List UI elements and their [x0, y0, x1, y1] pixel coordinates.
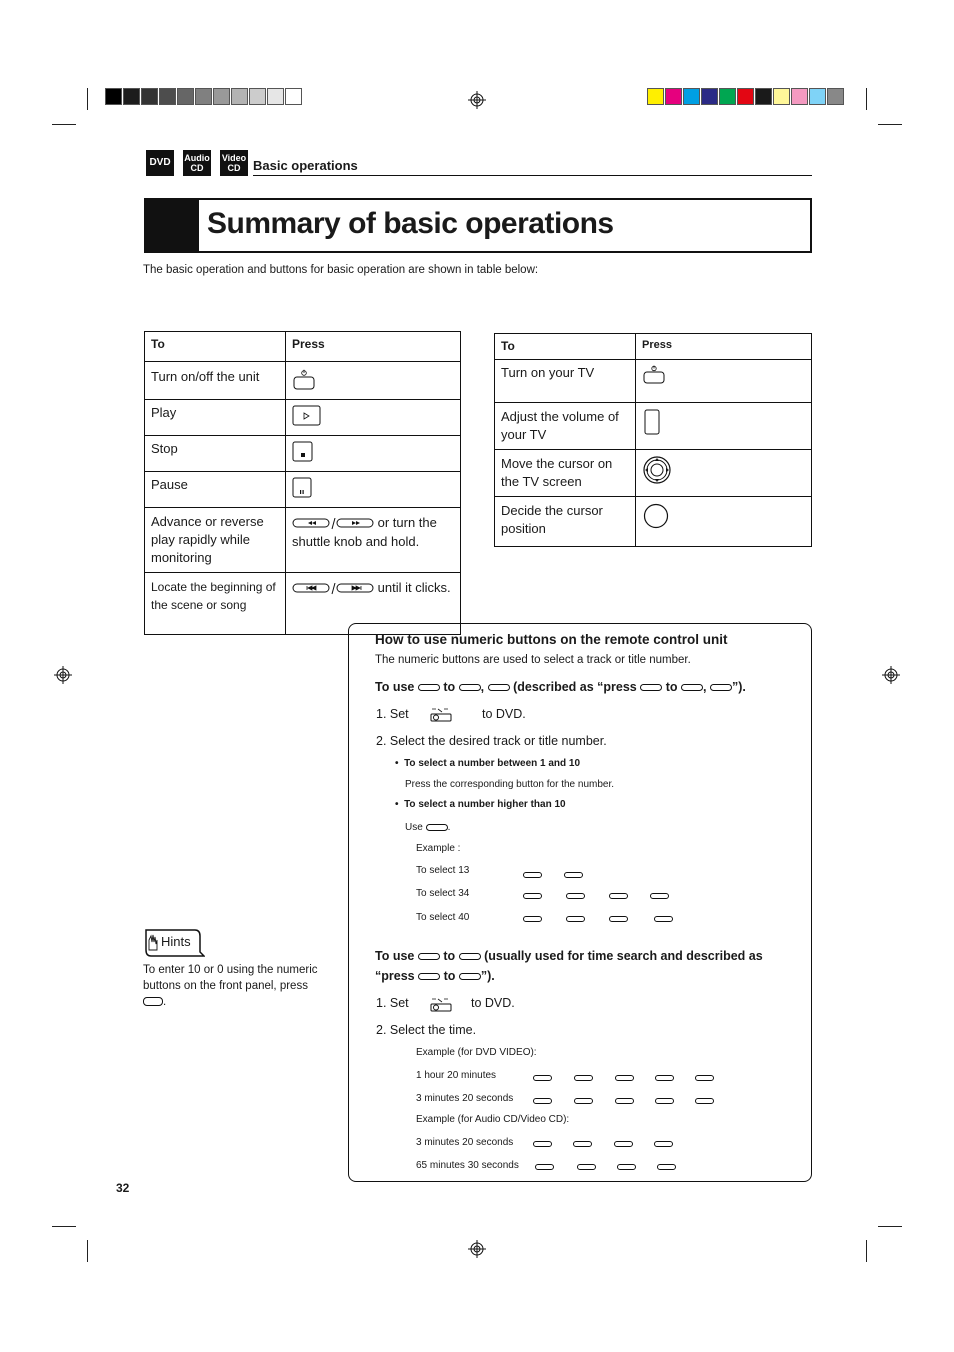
column-header-to: To [145, 332, 286, 362]
operation-label: Pause [145, 472, 286, 508]
page-title: Summary of basic operations [207, 207, 614, 240]
numeric-button-icon [681, 684, 703, 691]
crop-mark [866, 1240, 867, 1262]
numeric-button-icon [418, 973, 440, 980]
power-button-icon [292, 369, 316, 391]
remote-mode-switch-icon [430, 708, 452, 722]
column-header-to: To [495, 334, 636, 360]
crop-mark [52, 124, 76, 125]
instruction-text: to [443, 969, 456, 983]
cd-example-label: Example (for Audio CD/Video CD): [416, 1114, 570, 1125]
numeric-button-icon [488, 684, 510, 691]
table-row [495, 403, 812, 450]
example-row-label: To select 40 [416, 912, 470, 923]
hints-label: Hints [161, 934, 191, 949]
hint-body: To enter 10 or 0 using the numeric buttons on the front panel, press [143, 964, 318, 992]
badge-text: CD [227, 163, 241, 173]
button-sequence-icon [535, 1164, 554, 1170]
instruction-text: , [703, 680, 707, 694]
button-sequence-icon [564, 872, 583, 878]
button-sequence-icon [574, 1098, 593, 1104]
badge-text: Video [221, 153, 247, 163]
button-sequence-icon [609, 893, 628, 899]
table-row [145, 362, 461, 400]
registration-mark-icon [468, 91, 486, 109]
instruction-text: ”). [480, 969, 495, 983]
intro-paragraph: The basic operation and buttons for basic operation are shown in table below: [143, 264, 539, 276]
to-use-line-2-cont [375, 969, 495, 983]
audio-cd-badge [183, 150, 211, 176]
crop-mark [52, 1226, 76, 1227]
press-cell [636, 403, 812, 450]
use-line [405, 822, 450, 833]
button-sequence-icon [615, 1098, 634, 1104]
operation-label: Move the cursor on the TV screen [495, 450, 636, 497]
numeric-button-icon [459, 953, 481, 960]
bullet-text: To select a number higher than 10 [404, 799, 566, 810]
button-sequence-icon [655, 1098, 674, 1104]
operation-label: Adjust the volume of your TV [495, 403, 636, 450]
press-cell [286, 472, 461, 508]
step-1-end: to DVD. [482, 707, 526, 721]
section-label: Basic operations [253, 158, 358, 173]
instruction-text: (described as “press [513, 680, 637, 694]
skip-prev-next-icon [292, 583, 374, 595]
volume-rocker-icon [642, 408, 662, 436]
step-1 [376, 707, 409, 721]
crop-mark [878, 1226, 902, 1227]
numeric-heading: How to use numeric buttons on the remote control unit [375, 632, 728, 647]
press-cell [286, 436, 461, 472]
button-sequence-icon [695, 1075, 714, 1081]
cursor-pad-icon [642, 455, 672, 485]
time-step-1-end: to DVD. [471, 996, 515, 1010]
button-sequence-icon [654, 916, 673, 922]
plus-10-button-icon [426, 824, 448, 831]
button-sequence-icon [533, 1075, 552, 1081]
press-cell [286, 400, 461, 436]
hints-badge [143, 928, 205, 958]
table-row [145, 508, 461, 573]
numeric-button-icon [459, 973, 481, 980]
registration-mark-icon [468, 1240, 486, 1258]
press-instruction: or turn the shuttle knob and hold. [292, 515, 437, 549]
button-sequence-icon [566, 916, 585, 922]
button-sequence-icon [573, 1141, 592, 1147]
front-panel-button-icon [143, 997, 163, 1006]
video-cd-badge [220, 150, 248, 176]
press-cell [636, 497, 812, 547]
button-sequence-icon [654, 1141, 673, 1147]
registration-mark-icon [54, 666, 72, 684]
operation-label: Advance or reverse play rapidly while monitoring [145, 508, 286, 573]
grayscale-calibration-bar [105, 88, 303, 105]
instruction-text: to [443, 949, 456, 963]
to-use-line-1 [375, 680, 746, 694]
table-row [145, 472, 461, 508]
press-cell [636, 360, 812, 403]
instruction-text: , [480, 680, 485, 694]
button-sequence-icon [615, 1075, 634, 1081]
time-example-row: 3 minutes 20 seconds [416, 1137, 514, 1148]
crop-mark [878, 124, 902, 125]
enter-button-icon [642, 502, 670, 530]
press-cell [286, 508, 461, 573]
unit-operations-table [144, 331, 461, 635]
button-sequence-icon [533, 1098, 552, 1104]
button-sequence-icon [574, 1075, 593, 1081]
tv-operations-table [494, 333, 812, 547]
button-sequence-icon [650, 893, 669, 899]
crop-mark [87, 1240, 88, 1262]
example-row-label: To select 34 [416, 888, 470, 899]
time-example-row: 65 minutes 30 seconds [416, 1160, 519, 1171]
numeric-button-icon [459, 684, 481, 691]
instruction-text: “press [375, 969, 415, 983]
dvd-badge [146, 150, 174, 176]
operation-label: Locate the beginning of the scene or song [145, 573, 286, 635]
crop-mark [87, 88, 88, 110]
tv-power-icon [642, 365, 666, 385]
instruction-text: to [665, 680, 678, 694]
table-row [495, 497, 812, 547]
title-marker-block [144, 198, 199, 253]
table-row [495, 360, 812, 403]
operation-label: Stop [145, 436, 286, 472]
step-2: 2. Select the desired track or title number. [376, 734, 607, 748]
button-sequence-icon [533, 1141, 552, 1147]
instruction-text: (usually used for time search and described as [484, 949, 763, 963]
badge-text: DVD [149, 157, 171, 168]
numeric-button-icon [710, 684, 732, 691]
operation-label: Play [145, 400, 286, 436]
table-row [495, 450, 812, 497]
hint-text [143, 962, 323, 1010]
page-number: 32 [116, 1181, 130, 1195]
color-calibration-bar [647, 88, 845, 105]
bullet-1-description: Press the corresponding button for the number. [405, 779, 615, 790]
stop-button-icon [292, 441, 314, 463]
button-sequence-icon [614, 1141, 633, 1147]
pause-button-icon [292, 477, 314, 499]
press-cell [636, 450, 812, 497]
instruction-text: to [443, 680, 456, 694]
button-sequence-icon [655, 1075, 674, 1081]
press-cell [286, 362, 461, 400]
time-example-row: 3 minutes 20 seconds [416, 1093, 514, 1104]
badge-text: Audio [184, 153, 210, 163]
instruction-text: ”). [731, 680, 746, 694]
time-step-1: 1. Set [376, 996, 409, 1010]
dvd-example-label: Example (for DVD VIDEO): [416, 1047, 537, 1058]
time-step-2: 2. Select the time. [376, 1023, 477, 1037]
fast-reverse-forward-icon [292, 518, 374, 530]
instruction-text: To use [375, 680, 415, 694]
registration-mark-icon [882, 666, 900, 684]
crop-mark [866, 88, 867, 110]
button-sequence-icon [695, 1098, 714, 1104]
badge-text: CD [190, 163, 204, 173]
remote-mode-switch-icon [430, 998, 452, 1012]
button-sequence-icon [523, 872, 542, 878]
use-dot: . [447, 822, 451, 833]
button-sequence-icon [617, 1164, 636, 1170]
button-sequence-icon [657, 1164, 676, 1170]
operation-label: Decide the cursor position [495, 497, 636, 547]
numeric-button-icon [418, 684, 440, 691]
play-button-icon [292, 405, 322, 427]
numeric-button-icon [640, 684, 662, 691]
use-label: Use [405, 822, 423, 833]
example-label: Example : [416, 843, 461, 854]
bullet-between-1-10: • To select a number between 1 and 10 [395, 758, 581, 769]
table-row [145, 436, 461, 472]
time-example-row: 1 hour 20 minutes [416, 1070, 497, 1081]
hint-end: . [163, 996, 167, 1008]
to-use-line-2 [375, 949, 763, 963]
button-sequence-icon [609, 916, 628, 922]
bullet-higher-than-10: • To select a number higher than 10 [395, 799, 566, 810]
numeric-button-icon [418, 953, 440, 960]
example-row-label: To select 13 [416, 865, 470, 876]
instruction-text: To use [375, 949, 415, 963]
column-header-press: Press [636, 334, 812, 360]
numeric-description: The numeric buttons are used to select a track or title number. [375, 654, 691, 666]
button-sequence-icon [566, 893, 585, 899]
table-row [145, 400, 461, 436]
operation-label: Turn on your TV [495, 360, 636, 403]
press-instruction: until it clicks. [377, 580, 451, 595]
operation-label: Turn on/off the unit [145, 362, 286, 400]
step-text: 1. Set [376, 707, 409, 721]
bullet-text: To select a number between 1 and 10 [404, 758, 581, 769]
button-sequence-icon [523, 893, 542, 899]
section-divider [253, 175, 812, 176]
button-sequence-icon [523, 916, 542, 922]
button-sequence-icon [577, 1164, 596, 1170]
column-header-press: Press [286, 332, 461, 362]
